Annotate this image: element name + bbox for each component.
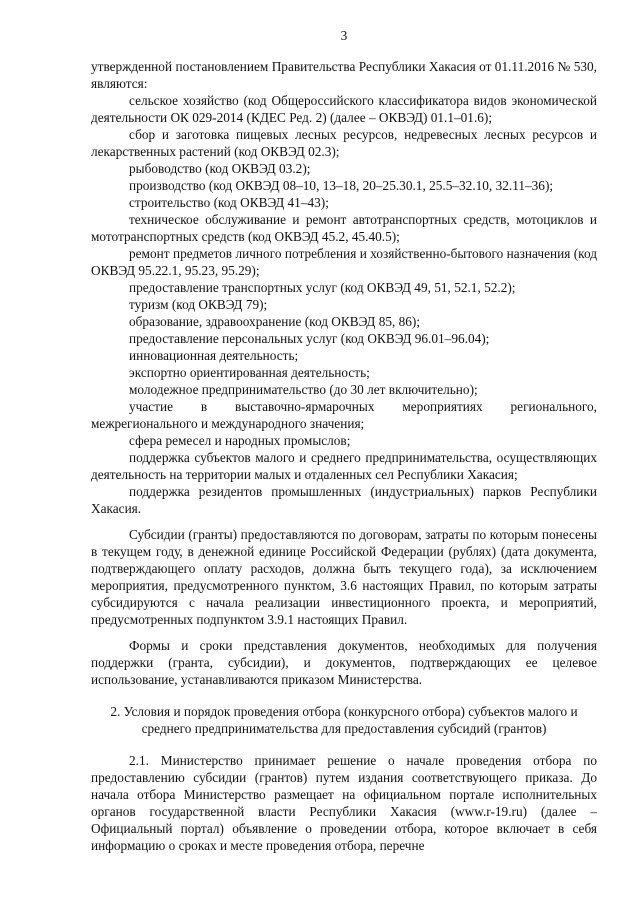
- body-paragraph: образование, здравоохранение (код ОКВЭД 85, 86);: [129, 314, 421, 329]
- body-text: [91, 58, 597, 688]
- body-paragraph: строительство (код ОКВЭД 41–43);: [129, 195, 329, 210]
- section-paragraph: 2.1. Министерство принимает решение о начале проведения отбора по предоставлению субсидии (грантов) путем издания соответствующего приказа. До начала отбора Министерство размещает на официальном портале исполнительных органов государственной власти Республики Хакасия (www.r-19.ru) (далее – Официальный портал) объявление о проведении отбора, которое включает в себя информацию о сроках и месте проведения отбора, перечне: [91, 753, 597, 853]
- body-paragraph: поддержка резидентов промышленных (индустриальных) парков Республики Хакасия.: [91, 484, 597, 516]
- body-paragraph: ремонт предметов личного потребления и хозяйственно-бытового назначения (код ОКВЭД 95.22.1, 95.23, 95.29);: [91, 246, 597, 278]
- body-paragraph: сфера ремесел и народных промыслов;: [129, 433, 351, 448]
- body-paragraph: участие в выставочно-ярмарочных мероприятиях регионального, межрегионального и международного значения;: [91, 399, 597, 431]
- body-paragraph: экспортно ориентированная деятельность;: [129, 365, 370, 380]
- body-paragraph: рыбоводство (код ОКВЭД 03.2);: [129, 161, 311, 176]
- body-paragraph: инновационная деятельность;: [129, 348, 299, 363]
- body-paragraph: поддержка субъектов малого и среднего предпринимательства, осуществляющих деятельность на территории малых и отдаленных сел Республики Хакасия;: [91, 450, 597, 482]
- body-paragraph: утвержденной постановлением Правительства Республики Хакасия от 01.11.2016 № 530, являются:: [91, 59, 597, 91]
- page-number: 3: [340, 28, 348, 43]
- body-paragraph: предоставление персональных услуг (код ОКВЭД 96.01–96.04);: [129, 331, 490, 346]
- section-heading: 2. Условия и порядок проведения отбора (конкурсного отбора) субъектов малого и среднего предпринимательства для предоставления субсидий (грантов): [110, 704, 578, 736]
- body-paragraph: техническое обслуживание и ремонт автотранспортных средств, мотоциклов и мототранспортных средств (код ОКВЭД 45.2, 45.40.5);: [91, 212, 597, 244]
- body-paragraph: сельское хозяйство (код Общероссийского классификатора видов экономической деятельности ОК 029-2014 (КДЕС Ред. 2) (далее – ОКВЭД) 01.1–01.6);: [91, 93, 597, 125]
- body-paragraph: молодежное предпринимательство (до 30 лет включительно);: [129, 382, 478, 397]
- body-paragraph: предоставление транспортных услуг (код ОКВЭД 49, 51, 52.1, 52.2);: [129, 280, 516, 295]
- body-paragraph: сбор и заготовка пищевых лесных ресурсов, недревесных лесных ресурсов и лекарственных растений (код ОКВЭД 02.3);: [91, 127, 597, 159]
- body-paragraph: Субсидии (гранты) предоставляются по договорам, затраты по которым понесены в текущем году, в денежной единице Российской Федерации (рублях) (дата документа, подтверждающего оплату расходов, должна быть текущего года), за исключением мероприятия, предусмотренного пунктом, 3.6 настоящих Правил, по которым затраты субсидируются с начала реализации инвестиционного проекта, и мероприятий, предусмотренных подпунктом 3.9.1 настоящих Правил.: [91, 527, 597, 627]
- body-paragraph: Формы и сроки представления документов, необходимых для получения поддержки (гранта, субсидии), и документов, подтверждающих ее целевое использование, устанавливаются приказом Министерства.: [91, 638, 597, 687]
- body-paragraph: производство (код ОКВЭД 08–10, 13–18, 20–25.30.1, 25.5–32.10, 32.11–36);: [129, 178, 554, 193]
- body-paragraph: туризм (код ОКВЭД 79);: [129, 297, 268, 312]
